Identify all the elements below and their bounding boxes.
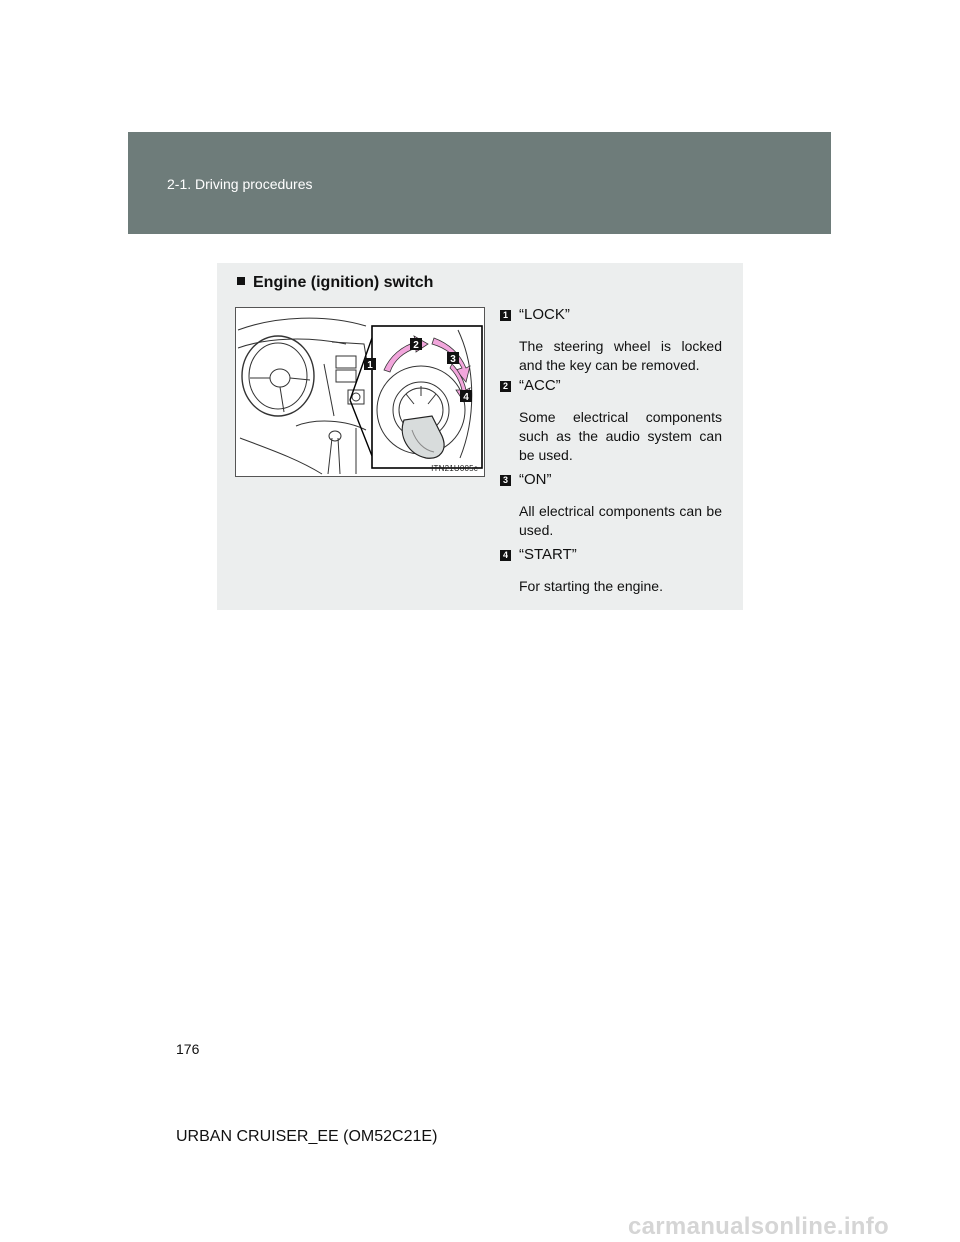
header-band	[128, 132, 831, 234]
marker-1-label: 1	[367, 360, 373, 371]
manual-id: URBAN CRUISER_EE (OM52C21E)	[176, 1128, 438, 1145]
square-bullet-icon	[237, 277, 245, 285]
item-label: “ON”	[519, 471, 552, 488]
item-label: “LOCK”	[519, 306, 570, 323]
number-box: 2	[500, 381, 511, 392]
item-description: The steering wheel is locked and the key can be removed.	[519, 338, 722, 373]
watermark: carmanualsonline.info	[628, 1213, 890, 1240]
dashboard-outline	[238, 318, 366, 330]
marker-2-label: 2	[413, 340, 419, 351]
number-box: 1	[500, 310, 511, 321]
item-description: Some electrical components such as the audio system can be used.	[519, 409, 722, 463]
figure-code: ITN21U005c	[431, 464, 478, 473]
ignition-switch-box	[217, 263, 743, 610]
box-heading	[237, 274, 433, 292]
item-label: “ACC”	[519, 377, 561, 394]
number-box: 4	[500, 550, 511, 561]
item-label: “START”	[519, 546, 577, 563]
item-description: All electrical components can be used.	[519, 503, 722, 538]
item-description: For starting the engine.	[519, 578, 663, 594]
section-title: 2-1. Driving procedures	[167, 176, 313, 192]
marker-4-label: 4	[463, 392, 469, 403]
steering-wheel	[242, 336, 314, 416]
box-heading-text: Engine (ignition) switch	[253, 274, 434, 291]
ignition-illustration-svg	[236, 308, 484, 476]
marker-3-label: 3	[450, 354, 456, 365]
ignition-illustration	[235, 307, 485, 477]
number-box: 3	[500, 475, 511, 486]
page-number: 176	[176, 1041, 200, 1057]
